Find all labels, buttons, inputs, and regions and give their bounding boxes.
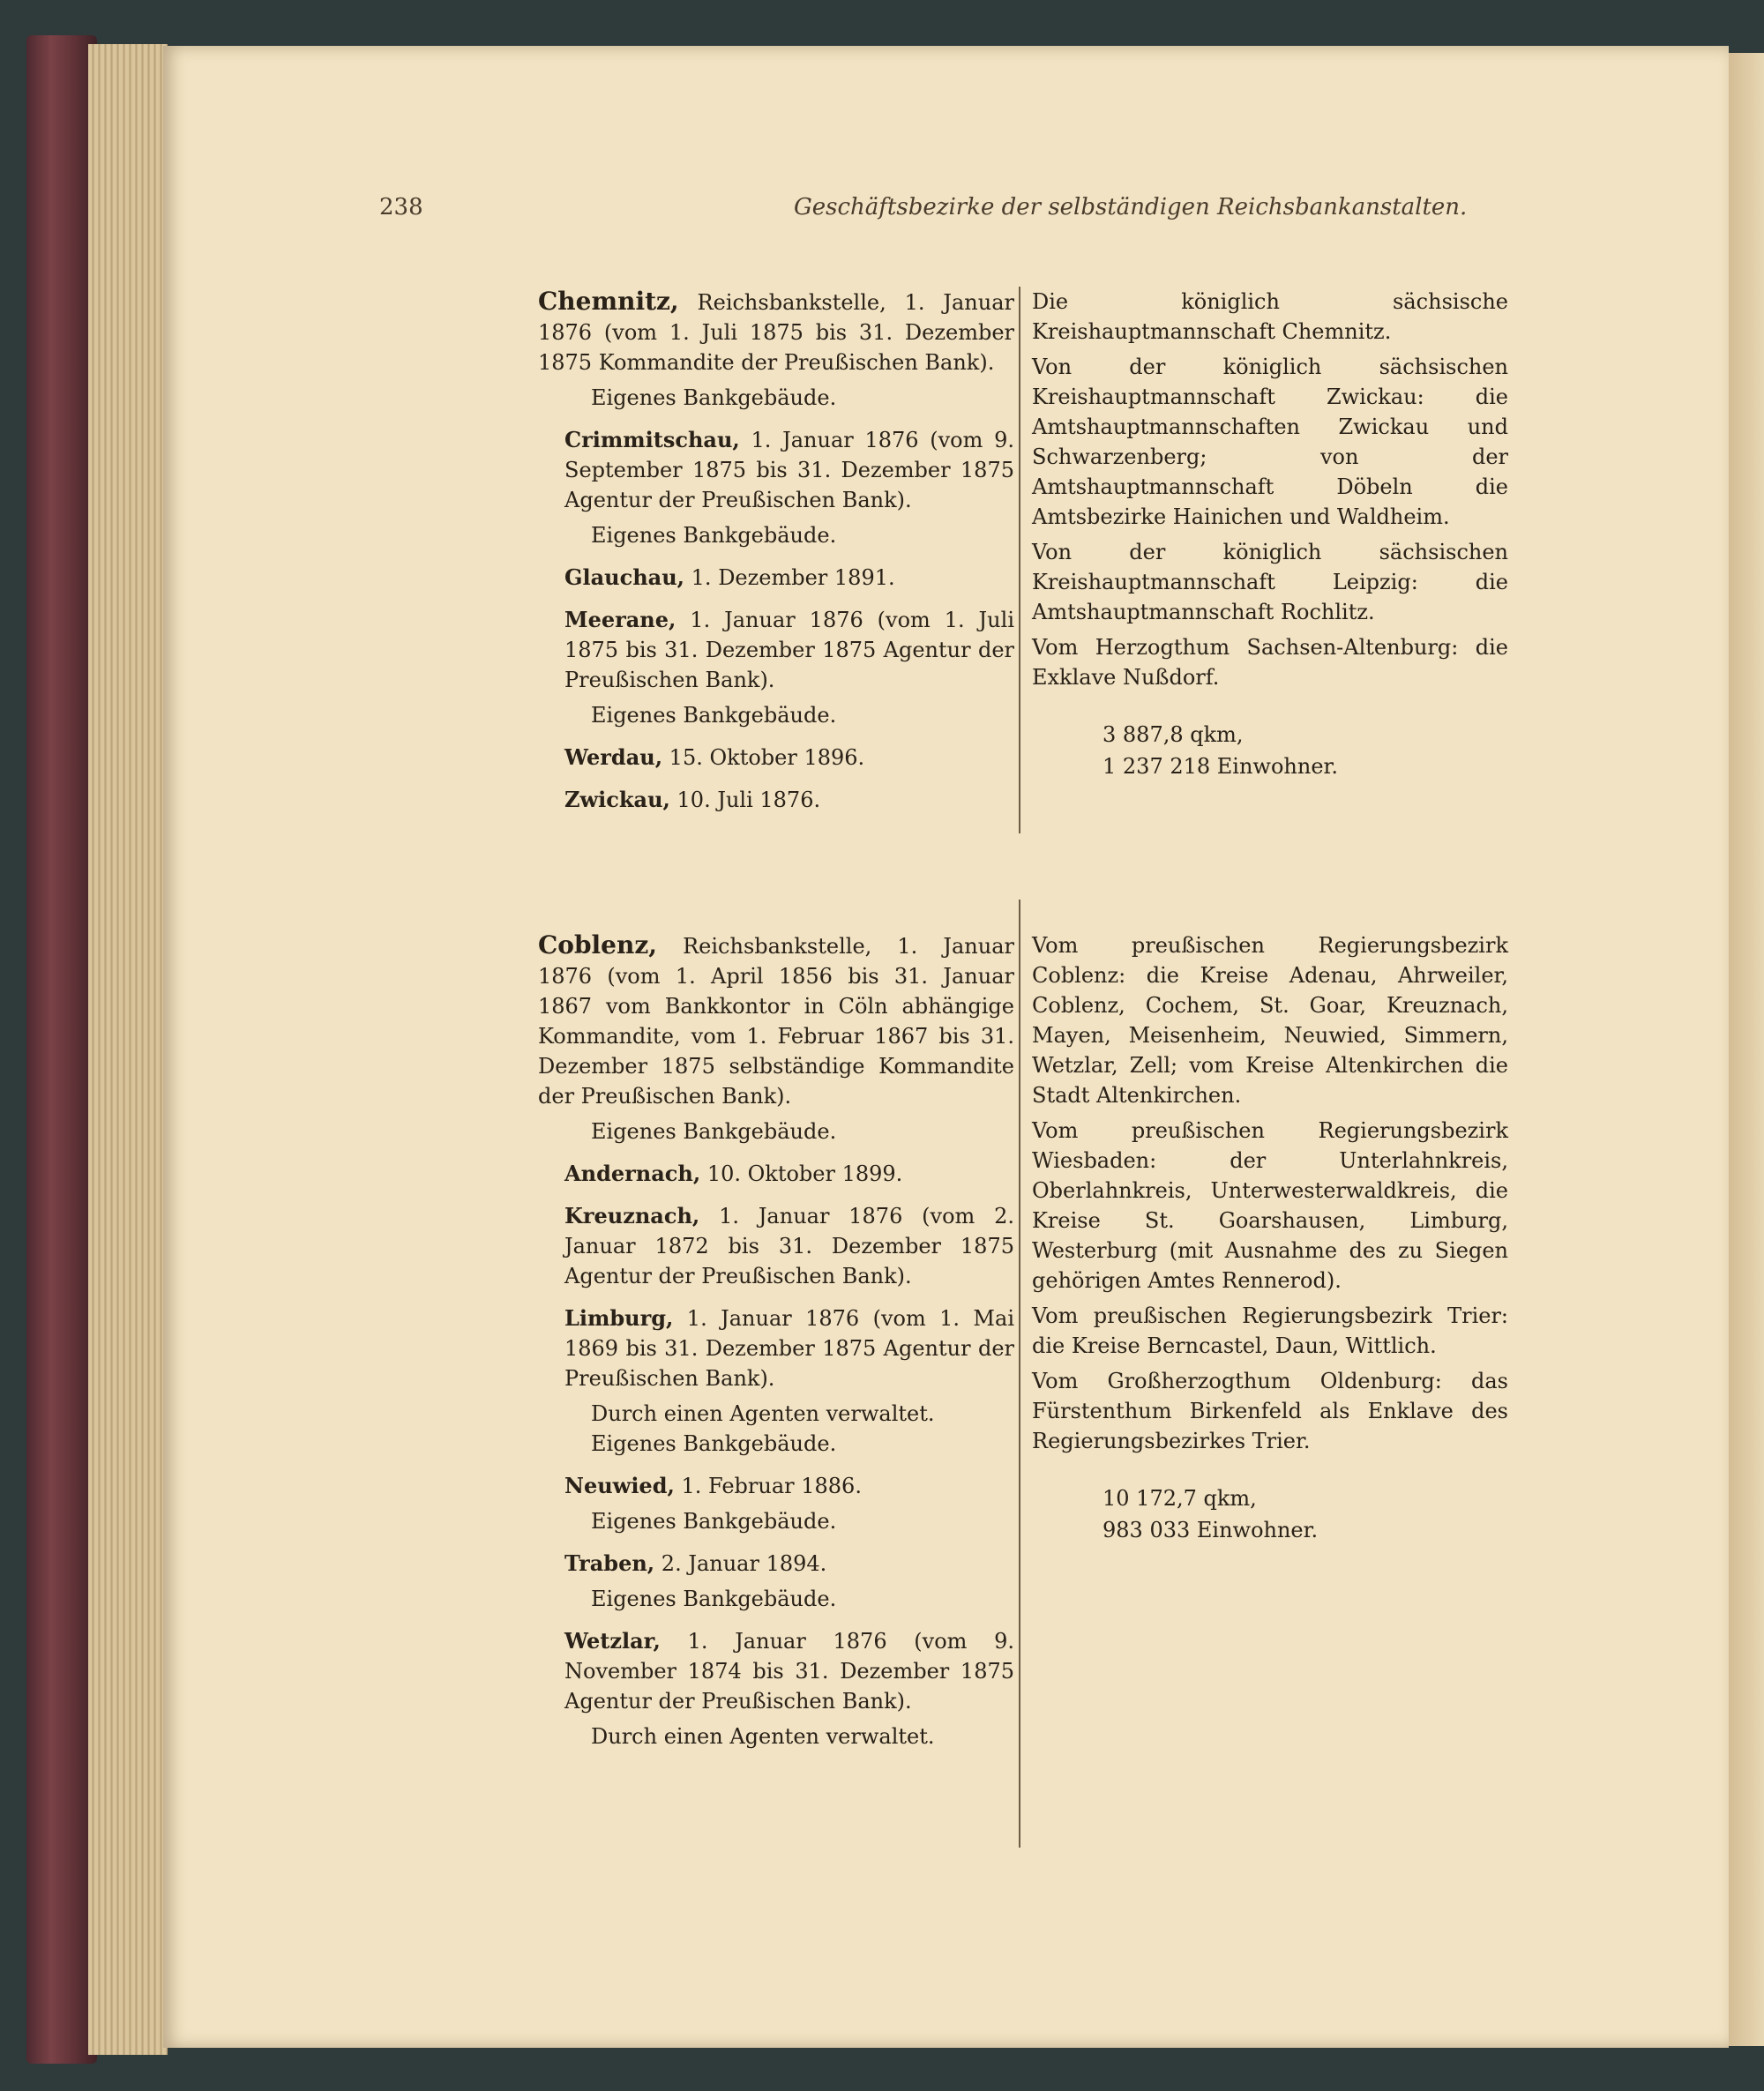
sub-office-name: Traben, <box>564 1550 655 1576</box>
sub-office-entry <box>538 785 1014 815</box>
page-edges <box>88 44 168 2055</box>
area-value: 10 172,7 qkm, <box>1102 1486 1257 1511</box>
sub-office-note: Eigenes Bankgebäude. <box>591 1431 837 1456</box>
district-statistics <box>1032 1482 1508 1546</box>
sub-office-name: Wetzlar, <box>564 1628 661 1654</box>
page-number: 238 <box>379 194 423 220</box>
sub-office-name: Neuwied, <box>564 1473 675 1498</box>
sub-office-name: Limburg, <box>564 1305 674 1331</box>
sub-office-text: 1. Januar 1876 (vom 1. Mai 1869 bis 31. Dezember 1875 Agentur der Preußischen Bank). <box>564 1306 1014 1391</box>
book-spine <box>26 35 97 2064</box>
sub-office-note: Eigenes Bankgebäude. <box>591 703 837 728</box>
sub-office-note: Eigenes Bankgebäude. <box>591 1509 837 1534</box>
column-divider <box>1019 900 1020 1848</box>
office-column <box>538 287 1014 827</box>
sub-office-name: Andernach, <box>564 1161 701 1186</box>
district-entry: Von der königlich sächsischen Kreishauptmannschaft Zwickau: die Amtshauptmannschaften Zwickau und Schwarzenberg; von der Amtshauptmannschaft Döbeln die Amtsbezirke Hainichen und Waldheim. <box>1032 355 1508 529</box>
sub-office-name: Crimmitschau, <box>564 427 740 452</box>
sub-office-text: 2. Januar 1894. <box>654 1551 827 1576</box>
main-office-name: Chemnitz, <box>538 287 679 316</box>
column-divider <box>1019 287 1020 833</box>
district-column <box>1032 930 1508 1546</box>
sub-office-entry <box>538 605 1014 695</box>
district-entry: Vom preußischen Regierungsbezirk Wiesbaden: der Unterlahnkreis, Oberlahnkreis, Unterwesterwaldkreis, die Kreise St. Goarshausen, Limburg, Westerburg (mit Ausnahme des zu Siegen gehörigen Amtes Rennerod). <box>1032 1118 1508 1293</box>
population-value: 1 237 218 Einwohner. <box>1102 754 1338 779</box>
area-value: 3 887,8 qkm, <box>1102 722 1244 747</box>
sub-office-text: 1. Dezember 1891. <box>684 565 895 590</box>
sub-office-note: Durch einen Agenten verwaltet. <box>591 1401 935 1426</box>
sub-office-entry <box>538 743 1014 773</box>
sub-office-note: Eigenes Bankgebäude. <box>591 1587 837 1611</box>
main-office-name: Coblenz, <box>538 930 657 960</box>
sub-office-entry <box>538 1626 1014 1716</box>
sub-office-name: Zwickau, <box>564 787 670 812</box>
sub-office-entry <box>538 563 1014 593</box>
district-entry: Von der königlich sächsischen Kreishauptmannschaft Leipzig: die Amtshauptmannschaft Rochlitz. <box>1032 540 1508 624</box>
main-office-entry <box>538 287 1014 377</box>
sub-office-note: Durch einen Agenten verwaltet. <box>591 1724 935 1749</box>
running-title: Geschäftsbezirke der selbständigen Reichsbankanstalten. <box>794 194 1468 220</box>
office-column <box>538 930 1014 1757</box>
district-entry: Vom preußischen Regierungsbezirk Trier: die Kreise Berncastel, Daun, Wittlich. <box>1032 1303 1508 1358</box>
sub-office-entry <box>538 1549 1014 1579</box>
district-entry: Vom Herzogthum Sachsen-Altenburg: die Exklave Nußdorf. <box>1032 635 1508 690</box>
sub-office-name: Werdau, <box>564 744 663 770</box>
main-office-note: Eigenes Bankgebäude. <box>591 1119 837 1144</box>
sub-office-name: Meerane, <box>564 607 676 632</box>
sub-office-text: 1. Januar 1876 (vom 2. Januar 1872 bis 31. Dezember 1875 Agentur der Preußischen Bank). <box>564 1204 1014 1288</box>
sub-office-text: 15. Oktober 1896. <box>662 745 865 770</box>
sub-office-text: 1. Februar 1886. <box>674 1474 862 1498</box>
sub-office-text: 1. Januar 1876 (vom 9. September 1875 bis 31. Dezember 1875 Agentur der Preußischen Bank). <box>564 428 1014 512</box>
sub-office-entry <box>538 1201 1014 1291</box>
sub-office-note: Eigenes Bankgebäude. <box>591 523 837 548</box>
sub-office-entry <box>538 1303 1014 1393</box>
sub-office-text: 1. Januar 1876 (vom 1. Juli 1875 bis 31. Dezember 1875 Agentur der Preußischen Bank). <box>564 608 1014 692</box>
sub-office-entry <box>538 1471 1014 1501</box>
district-entry: Vom Großherzogthum Oldenburg: das Fürstenthum Birkenfeld als Enklave des Regierungsbezirkes Trier. <box>1032 1369 1508 1453</box>
sub-office-text: 1. Januar 1876 (vom 9. November 1874 bis 31. Dezember 1875 Agentur der Preußischen Bank). <box>564 1629 1014 1714</box>
district-entry: Die königlich sächsische Kreishauptmannschaft Chemnitz. <box>1032 289 1508 344</box>
sub-office-text: 10. Oktober 1899. <box>700 1161 903 1186</box>
sub-office-entry <box>538 425 1014 515</box>
district-statistics <box>1032 719 1508 782</box>
population-value: 983 033 Einwohner. <box>1102 1518 1319 1542</box>
district-column <box>1032 287 1508 782</box>
sub-office-name: Glauchau, <box>564 564 685 590</box>
main-office-entry <box>538 930 1014 1111</box>
main-office-text: Reichsbankstelle, 1. Januar 1876 (vom 1. April 1856 bis 31. Januar 1867 vom Bankkontor in Cöln abhängige Kommandite, vom 1. Februar 1867 bis 31. Dezember 1875 selbständige Kommandite der Preußischen Bank). <box>538 934 1014 1109</box>
district-entry: Vom preußischen Regierungsbezirk Coblenz: die Kreise Adenau, Ahrweiler, Coblenz, Cochem, St. Goar, Kreuznach, Mayen, Meisenheim, Neuwied, Simmern, Wetzlar, Zell; vom Kreise Altenkirchen die Stadt Altenkirchen. <box>1032 933 1508 1108</box>
sub-office-name: Kreuznach, <box>564 1203 700 1228</box>
main-office-text: Reichsbankstelle, 1. Januar 1876 (vom 1. Juli 1875 bis 31. Dezember 1875 Kommandite der Preußischen Bank). <box>538 290 1014 375</box>
main-office-note: Eigenes Bankgebäude. <box>591 385 837 410</box>
sub-office-entry <box>538 1159 1014 1189</box>
sub-office-text: 10. Juli 1876. <box>669 788 821 812</box>
right-page-edge <box>1729 53 1764 2046</box>
